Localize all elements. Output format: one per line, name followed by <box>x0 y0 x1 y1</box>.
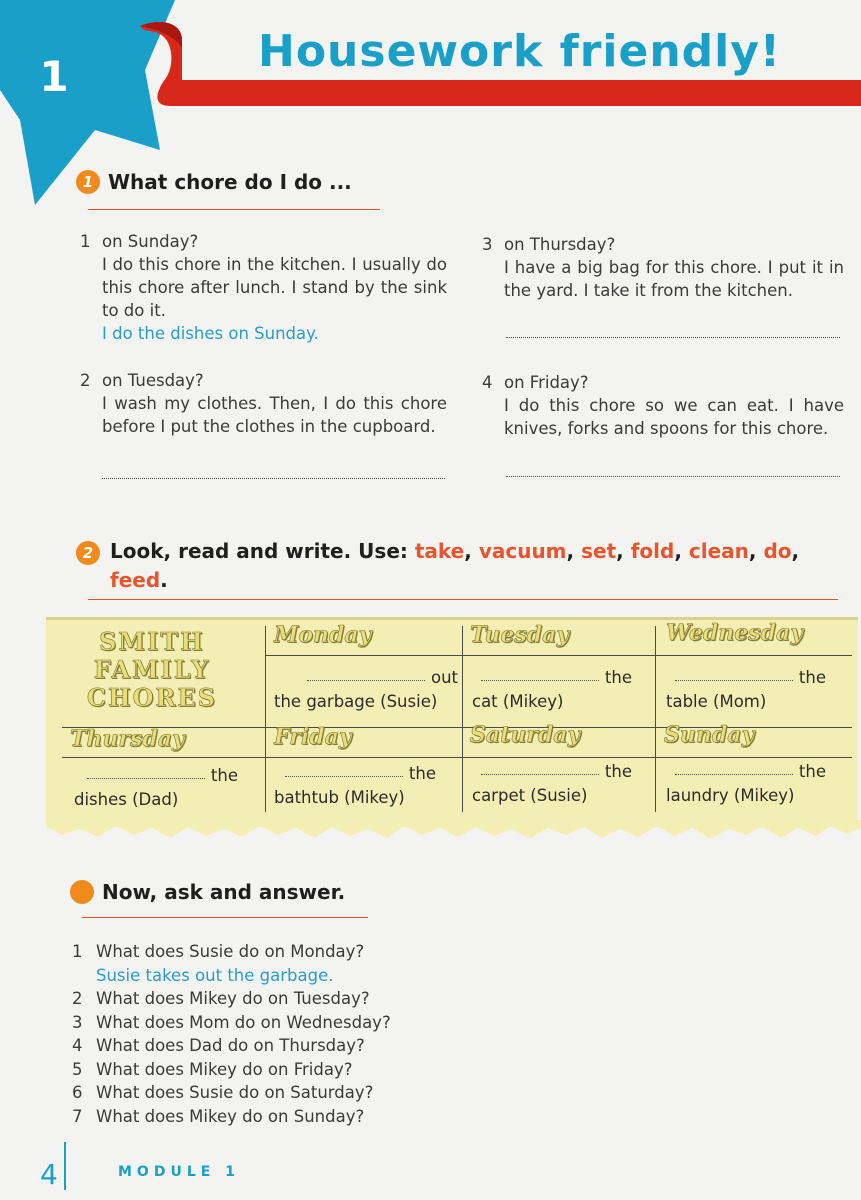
item-question: What does Mikey do on Friday? <box>96 1059 353 1079</box>
cell-monday <box>274 666 458 714</box>
day-monday: Monday <box>274 622 372 648</box>
item-question: What does Susie do on Saturday? <box>96 1083 374 1102</box>
instruction-text: Look, read and write. Use: <box>110 539 408 563</box>
word-fold: fold <box>630 539 675 563</box>
cell-rest: bathtub (Mikey) <box>274 788 405 807</box>
blank-thursday[interactable] <box>87 778 205 779</box>
day-tuesday: Tuesday <box>470 622 570 648</box>
day-friday: Friday <box>274 724 352 750</box>
day-wednesday: Wednesday <box>666 620 804 646</box>
item-question: What does Mom do on Wednesday? <box>96 1012 391 1032</box>
list-item <box>72 964 391 988</box>
cell-word: the <box>604 668 632 687</box>
list-item <box>72 1058 391 1082</box>
question-text: I do this chore so we can eat. I have knives, forks and spoons for this chore. <box>504 396 844 438</box>
question-text: I have a big bag for this chore. I put it in the yard. I take it from the kitchen. <box>504 258 844 300</box>
table-title-line: CHORES <box>86 683 218 712</box>
item-number: 4 <box>72 1036 83 1055</box>
cell-sunday <box>666 760 826 808</box>
torn-edge-decoration <box>46 820 861 842</box>
example-answer: Susie takes out the garbage. <box>96 965 334 985</box>
word-set: set <box>581 539 617 563</box>
item-number: 6 <box>72 1083 83 1102</box>
cell-word: the <box>210 766 238 785</box>
item-number: 2 <box>72 989 83 1008</box>
cell-word: the <box>798 762 826 781</box>
cell-rest: cat (Mikey) <box>472 692 564 711</box>
cell-tuesday <box>472 666 632 714</box>
cell-saturday <box>472 760 632 808</box>
item-number: 3 <box>72 1012 83 1032</box>
question-number: 2 <box>80 371 91 390</box>
item-question: What does Susie do on Monday? <box>96 942 365 961</box>
question-number: 1 <box>80 232 91 251</box>
table-divider <box>265 626 266 812</box>
list-item <box>72 987 391 1011</box>
cell-word: the <box>798 668 826 687</box>
item-number: 1 <box>72 942 83 961</box>
exercise2-badge: 2 <box>76 541 100 565</box>
word-feed: feed <box>110 568 161 592</box>
exercise3-heading: Now, ask and answer. <box>102 880 346 904</box>
item-number: 7 <box>72 1106 83 1126</box>
cell-rest: table (Mom) <box>666 692 767 711</box>
blank-sunday[interactable] <box>675 774 793 775</box>
list-item <box>72 940 391 964</box>
cell-rest: laundry (Mikey) <box>666 786 795 805</box>
blank-monday[interactable] <box>307 680 425 681</box>
day-thursday: Thursday <box>70 726 185 752</box>
word-vacuum: vacuum <box>478 539 567 563</box>
exercise2-underline <box>88 599 838 600</box>
cell-friday <box>274 762 436 810</box>
question-number: 3 <box>482 235 493 254</box>
exercise3-underline <box>82 917 368 918</box>
list-item <box>72 1081 391 1105</box>
day-saturday: Saturday <box>470 722 581 748</box>
list-item <box>72 1105 391 1129</box>
question-3 <box>482 233 844 302</box>
table-title-line: FAMILY <box>93 655 211 684</box>
answer-line-3[interactable] <box>506 337 840 338</box>
list-item <box>72 1034 391 1058</box>
exercise3-header <box>70 880 345 904</box>
answer-line-4[interactable] <box>506 476 840 477</box>
blank-saturday[interactable] <box>481 774 599 775</box>
exercise1-underline <box>88 209 380 210</box>
table-title-line: SMITH <box>99 627 205 656</box>
table-divider <box>655 626 656 812</box>
item-question: What does Mikey do on Tuesday? <box>96 989 370 1008</box>
question-2 <box>80 369 447 438</box>
page-number: 4 <box>40 1158 58 1191</box>
exercise3-badge <box>70 880 94 904</box>
blank-tuesday[interactable] <box>481 680 599 681</box>
question-number: 4 <box>482 373 493 392</box>
cell-word: out <box>430 668 458 687</box>
cell-rest: dishes (Dad) <box>74 790 179 809</box>
question-day: on Sunday? <box>102 232 199 251</box>
page-number-divider <box>64 1142 66 1190</box>
item-question: What does Mikey do on Sunday? <box>96 1106 365 1126</box>
question-list <box>72 940 391 1128</box>
question-text: I wash my clothes. Then, I do this chore before I put the clothes in the cupboard. <box>102 394 447 436</box>
list-item <box>72 1011 391 1035</box>
question-day: on Tuesday? <box>102 371 204 390</box>
cell-rest: the garbage (Susie) <box>274 692 438 711</box>
question-text: I do this chore in the kitchen. I usually do this chore after lunch. I stand by the sink to do it. <box>102 255 447 320</box>
exercise1-badge: 1 <box>76 170 100 194</box>
answer-line-2[interactable] <box>102 478 445 479</box>
day-sunday: Sunday <box>664 722 755 748</box>
exercise1-heading: What chore do I do ... <box>108 170 352 194</box>
cell-wednesday <box>666 666 826 714</box>
word-clean: clean <box>688 539 749 563</box>
blank-friday[interactable] <box>285 776 403 777</box>
cell-thursday <box>74 764 238 812</box>
cell-word: the <box>408 764 436 783</box>
module-label: MODULE 1 <box>118 1164 240 1180</box>
page-title: Housework friendly! <box>258 26 781 77</box>
question-day: on Friday? <box>504 373 589 392</box>
table-title <box>52 628 252 712</box>
question-4 <box>482 371 844 440</box>
cell-rest: carpet (Susie) <box>472 786 588 805</box>
table-divider <box>462 626 463 812</box>
word-take: take <box>414 539 465 563</box>
question-1 <box>80 230 447 345</box>
word-do: do <box>763 539 792 563</box>
unit-number: 1 <box>39 52 69 101</box>
example-answer: I do the dishes on Sunday. <box>102 324 319 343</box>
exercise2-instruction: Look, read and write. Use: take, vacuum, set, fold, clean, do, feed. <box>110 539 800 592</box>
table-divider <box>62 757 852 758</box>
exercise1-header <box>76 170 352 194</box>
item-number: 5 <box>72 1059 83 1079</box>
item-question: What does Dad do on Thursday? <box>96 1036 365 1055</box>
table-divider <box>265 655 852 656</box>
question-day: on Thursday? <box>504 235 616 254</box>
blank-wednesday[interactable] <box>675 680 793 681</box>
cell-word: the <box>604 762 632 781</box>
